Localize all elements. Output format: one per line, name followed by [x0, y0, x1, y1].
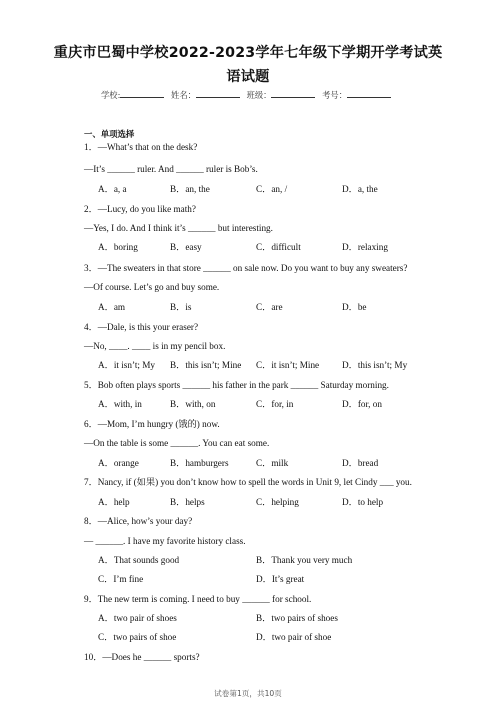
question-2-dialogue: —Yes, I do. And I think it’s ______ but interesting.: [84, 223, 273, 233]
q2-option-d[interactable]: D．relaxing: [342, 242, 388, 252]
school-label: 学校:: [100, 90, 121, 100]
q1-option-d[interactable]: D．a, the: [342, 184, 378, 194]
q3-option-b[interactable]: B．is: [170, 302, 192, 312]
q5-option-b[interactable]: B．with, on: [170, 399, 216, 409]
question-9: 9．The new term is coming. I need to buy ______ for school.: [84, 594, 312, 604]
school-blank[interactable]: [120, 89, 164, 98]
number-label: 考号：: [322, 90, 348, 100]
question-1: 1．—What’s that on the desk?: [84, 142, 198, 152]
q7-option-c[interactable]: C．helping: [256, 497, 299, 507]
q6-option-c[interactable]: C．milk: [256, 458, 289, 468]
question-8: 8．—Alice, how’s your day?: [84, 516, 193, 526]
question-5: 5．Bob often plays sports ______ his father in the park ______ Saturday morning.: [84, 380, 389, 390]
q7-option-d[interactable]: D．to help: [342, 497, 384, 507]
q9-option-c[interactable]: C．two pairs of shoe: [98, 632, 177, 642]
q6-option-d[interactable]: D．bread: [342, 458, 379, 468]
name-blank[interactable]: [196, 89, 240, 98]
q5-option-d[interactable]: D．for, on: [342, 399, 382, 409]
q7-option-b[interactable]: B．helps: [170, 497, 205, 507]
page-footer: 试卷第1页，共10页: [214, 689, 282, 698]
q2-option-b[interactable]: B．easy: [170, 242, 202, 252]
q6-option-a[interactable]: A．orange: [98, 458, 139, 468]
q6-option-b[interactable]: B．hamburgers: [170, 458, 229, 468]
question-4: 4．—Dale, is this your eraser?: [84, 322, 199, 332]
q1-option-c[interactable]: C．an, /: [256, 184, 288, 194]
q3-option-a[interactable]: A．am: [98, 302, 126, 312]
question-6: 6．—Mom, I’m hungry (饿的) now.: [84, 419, 220, 429]
q8-option-c[interactable]: C．I’m fine: [98, 574, 144, 584]
q4-option-c[interactable]: C．it isn’t; Mine: [256, 360, 320, 370]
q2-option-c[interactable]: C．difficult: [256, 242, 301, 252]
question-7: 7．Nancy, if (如果) you don’t know how to spell the words in Unit 9, let Cindy ___ you.: [84, 477, 412, 487]
section-heading: 一、单项选择: [84, 129, 135, 139]
number-blank[interactable]: [347, 89, 391, 98]
name-label: 姓名：: [171, 90, 196, 100]
q4-option-a[interactable]: A．it isn’t; My: [98, 360, 156, 370]
q4-option-d[interactable]: D．this isn’t; My: [342, 360, 408, 370]
q1-option-b[interactable]: B．an, the: [170, 184, 210, 194]
class-blank[interactable]: [271, 89, 315, 98]
q8-option-b[interactable]: B．Thank you very much: [256, 555, 353, 565]
class-label: 班级：: [246, 90, 272, 100]
question-3: 3．—The sweaters in that store ______ on sale now. Do you want to buy any sweaters?: [84, 263, 408, 273]
q3-option-c[interactable]: C．are: [256, 302, 283, 312]
question-4-dialogue: —No, ____. ____ is in my pencil box.: [84, 341, 226, 351]
question-1-dialogue: —It’s ______ ruler. And ______ ruler is Bob’s.: [84, 164, 258, 174]
q8-option-a[interactable]: A．That sounds good: [98, 555, 180, 565]
q3-option-d[interactable]: D．be: [342, 302, 367, 312]
q5-option-c[interactable]: C．for, in: [256, 399, 294, 409]
question-8-dialogue: — ______. I have my favorite history class.: [84, 536, 246, 546]
q4-option-b[interactable]: B．this isn’t; Mine: [170, 360, 242, 370]
q2-option-a[interactable]: A．boring: [98, 242, 138, 252]
q7-option-a[interactable]: A．help: [98, 497, 130, 507]
question-2: 2．—Lucy, do you like math?: [84, 204, 196, 214]
q9-option-d[interactable]: D．two pair of shoe: [256, 632, 332, 642]
exam-title-continued: 语试题: [226, 69, 270, 85]
question-10: 10．—Does he ______ sports?: [84, 652, 200, 662]
q1-option-a[interactable]: A．a, a: [98, 184, 127, 194]
question-3-dialogue: —Of course. Let’s go and buy some.: [84, 282, 220, 292]
question-6-dialogue: —On the table is some ______. You can eat some.: [84, 438, 270, 448]
exam-title: 重庆市巴蜀中学校2022-2023学年七年级下学期开学考试英: [53, 45, 443, 61]
q5-option-a[interactable]: A．with, in: [98, 399, 142, 409]
q9-option-a[interactable]: A．two pair of shoes: [98, 613, 177, 623]
q9-option-b[interactable]: B．two pairs of shoes: [256, 613, 338, 623]
q8-option-d[interactable]: D．It’s great: [256, 574, 305, 584]
student-info-line: [0, 89, 496, 101]
